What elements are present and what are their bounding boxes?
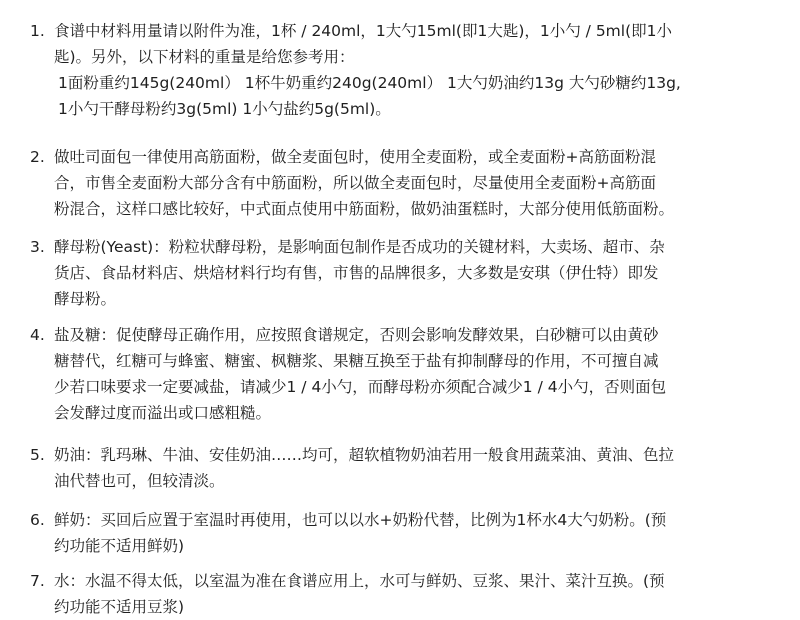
note-body bbox=[54, 507, 710, 559]
note-body bbox=[54, 234, 710, 312]
weight-reference-line: 1小勺干酵母粉约3g(5ml) 1小勺盐约5g(5ml)。 bbox=[58, 100, 391, 118]
note-line: 做吐司面包一律使用高筋面粉，做全麦面包时，使用全麦面粉，或全麦面粉+高筋面粉混 bbox=[54, 148, 656, 166]
note-number: 3. bbox=[30, 238, 45, 256]
note-6 bbox=[30, 507, 710, 559]
note-number: 1. bbox=[30, 22, 45, 40]
note-line: 酵母粉。 bbox=[54, 290, 117, 308]
weight-reference-line: 1面粉重约145g(240ml） 1杯牛奶重约240g(240ml） 1大勺奶油约13g 大勺砂糖约13g, bbox=[58, 74, 681, 92]
note-line: 食谱中材料用量请以附件为准，1杯 / 240ml，1大勺15ml(即1大匙)，1小勺 / 5ml(即1小 bbox=[54, 22, 672, 40]
note-number: 6. bbox=[30, 511, 45, 529]
note-body bbox=[54, 568, 710, 620]
note-line: 货店、食品材料店、烘焙材料行均有售，市售的品牌很多，大多数是安琪（伊仕特）即发 bbox=[54, 264, 659, 282]
note-number: 2. bbox=[30, 148, 45, 166]
note-number: 7. bbox=[30, 572, 45, 590]
note-2 bbox=[30, 144, 710, 222]
note-line: 约功能不适用豆浆) bbox=[54, 598, 185, 616]
note-body bbox=[54, 322, 710, 426]
note-line: 糖替代，红糖可与蜂蜜、糖蜜、枫糖浆、果糖互换至于盐有抑制酵母的作用，不可擅自减 bbox=[54, 352, 659, 370]
note-body bbox=[54, 18, 710, 122]
note-7 bbox=[30, 568, 710, 620]
note-line: 水：水温不得太低，以室温为准在食谱应用上，水可与鲜奶、豆浆、果汁、菜汁互换。(预 bbox=[54, 572, 665, 590]
note-3 bbox=[30, 234, 710, 312]
note-line: 匙)。另外，以下材料的重量是给您参考用： bbox=[54, 48, 355, 66]
note-body bbox=[54, 144, 710, 222]
note-number: 4. bbox=[30, 326, 45, 344]
note-line: 粉混合，这样口感比较好，中式面点使用中筋面粉，做奶油蛋糕时，大部分使用低筋面粉。 bbox=[54, 200, 675, 218]
note-line: 合，市售全麦面粉大部分含有中筋面粉，所以做全麦面包时，尽量使用全麦面粉+高筋面 bbox=[54, 174, 656, 192]
note-4 bbox=[30, 322, 710, 426]
note-line: 会发酵过度而溢出或口感粗糙。 bbox=[54, 404, 272, 422]
note-5 bbox=[30, 442, 710, 494]
note-line: 酵母粉(Yeast)：粉粒状酵母粉，是影响面包制作是否成功的关键材料，大卖场、超市、杂 bbox=[54, 238, 665, 256]
note-number: 5. bbox=[30, 446, 45, 464]
note-line: 奶油：乳玛琳、牛油、安佳奶油……均可，超软植物奶油若用一般食用蔬菜油、黄油、色拉 bbox=[54, 446, 675, 464]
note-line: 鲜奶：买回后应置于室温时再使用，也可以以水+奶粉代替，比例为1杯水4大勺奶粉。(预 bbox=[54, 511, 667, 529]
note-line: 油代替也可，但较清淡。 bbox=[54, 472, 225, 490]
note-body bbox=[54, 442, 710, 494]
note-line: 盐及糖：促使酵母正确作用，应按照食谱规定，否则会影响发酵效果，白砂糖可以由黄砂 bbox=[54, 326, 659, 344]
note-line: 约功能不适用鲜奶) bbox=[54, 537, 185, 555]
note-line: 少若口味要求一定要减盐，请减少1 / 4小勺，而酵母粉亦须配合减少1 / 4小勺，否则面包 bbox=[54, 378, 667, 396]
note-1 bbox=[30, 18, 710, 122]
